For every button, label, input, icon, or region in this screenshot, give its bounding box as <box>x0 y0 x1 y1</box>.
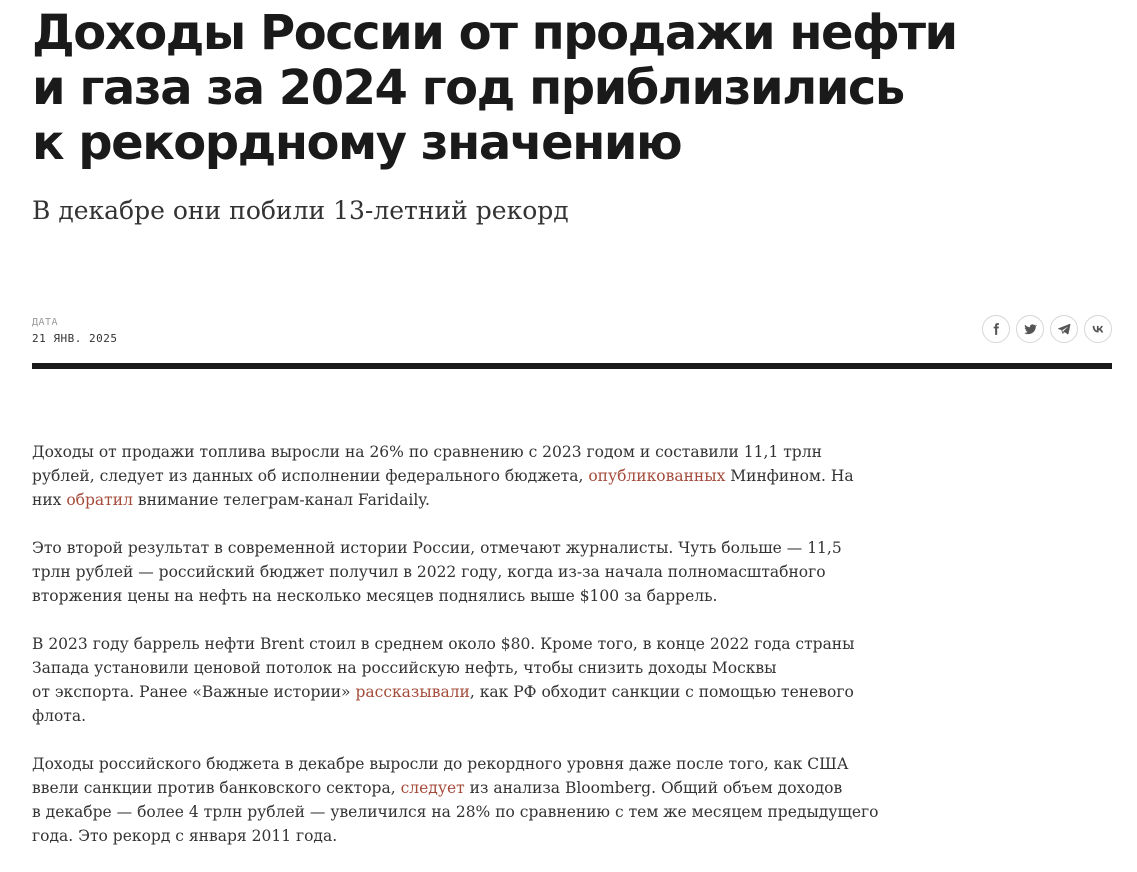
telegram-icon <box>1057 322 1071 336</box>
twitter-icon <box>1023 322 1037 336</box>
link-noticed[interactable]: обратил <box>66 491 133 509</box>
share-twitter-button[interactable] <box>1016 315 1044 343</box>
text-line <box>32 680 892 704</box>
share-facebook-button[interactable] <box>982 315 1010 343</box>
share-vk-button[interactable] <box>1084 315 1112 343</box>
paragraph <box>32 752 892 848</box>
text-line <box>32 536 892 560</box>
text-segment: Запада установили ценовой потолок на российскую нефть, чтобы снизить доходы Москвы <box>32 659 777 677</box>
headline-line: Доходы России от продажи нефти <box>32 5 957 61</box>
text-segment: Доходы российского бюджета в декабре выросли до рекордного уровня даже после того, как США <box>32 755 849 773</box>
text-segment: трлн рублей — российский бюджет получил в 2022 году, когда из-за начала полномасштабного <box>32 563 826 581</box>
text-line <box>32 704 892 728</box>
link-published[interactable]: опубликованных <box>588 467 726 485</box>
text-segment: внимание телеграм-канал Faridaily. <box>132 491 430 509</box>
text-line <box>32 464 892 488</box>
text-line <box>32 560 892 584</box>
date-value: 21 ЯНВ. 2025 <box>32 332 118 345</box>
text-segment: из анализа Bloomberg. Общий объем доходов <box>464 779 843 797</box>
share-buttons <box>982 315 1112 343</box>
link-told[interactable]: рассказывали <box>355 683 470 701</box>
text-line <box>32 824 892 848</box>
text-line <box>32 440 892 464</box>
facebook-icon <box>989 322 1003 336</box>
header-divider <box>32 363 1112 369</box>
paragraph <box>32 632 892 728</box>
text-segment: них <box>32 491 67 509</box>
headline-line: к рекордному значению <box>32 115 682 171</box>
text-segment: Это второй результат в современной истории России, отмечают журналисты. Чуть больше — 11,5 <box>32 539 842 557</box>
headline-line: и газа за 2024 год приблизились <box>32 60 904 116</box>
text-line <box>32 632 892 656</box>
article-headline <box>32 5 957 171</box>
text-segment: Минфином. На <box>725 467 854 485</box>
paragraph <box>32 536 892 608</box>
date-label: ДАТА <box>32 317 59 328</box>
text-segment: вторжения цены на нефть на несколько месяцев поднялись выше $100 за баррель. <box>32 587 718 605</box>
text-line <box>32 584 892 608</box>
text-segment: рублей, следует из данных об исполнении федерального бюджета, <box>32 467 589 485</box>
link-follows[interactable]: следует <box>400 779 465 797</box>
text-segment: флота. <box>32 707 87 725</box>
article-container <box>32 0 1112 845</box>
article-subtitle: В декабре они побили 13-летний рекорд <box>32 196 569 225</box>
text-line <box>32 776 892 800</box>
text-line <box>32 488 892 512</box>
text-segment: в декабре — более 4 трлн рублей — увеличился на 28% по сравнению с тем же месяцем предыдущего <box>32 803 879 821</box>
text-segment: ввели санкции против банковского сектора, <box>32 779 401 797</box>
text-line <box>32 800 892 824</box>
text-line <box>32 656 892 680</box>
share-telegram-button[interactable] <box>1050 315 1078 343</box>
paragraph <box>32 440 892 512</box>
vk-icon <box>1091 322 1105 336</box>
text-segment: года. Это рекорд с января 2011 года. <box>32 827 338 845</box>
text-segment: Доходы от продажи топлива выросли на 26% по сравнению с 2023 годом и составили 11,1 трлн <box>32 443 822 461</box>
article-meta <box>32 314 1112 354</box>
text-segment: В 2023 году баррель нефти Brent стоил в среднем около $80. Кроме того, в конце 2022 года страны <box>32 635 855 653</box>
text-line <box>32 752 892 776</box>
article-body <box>32 440 892 872</box>
text-segment: от экспорта. Ранее «Важные истории» <box>32 683 356 701</box>
text-segment: , как РФ обходит санкции с помощью теневого <box>469 683 854 701</box>
